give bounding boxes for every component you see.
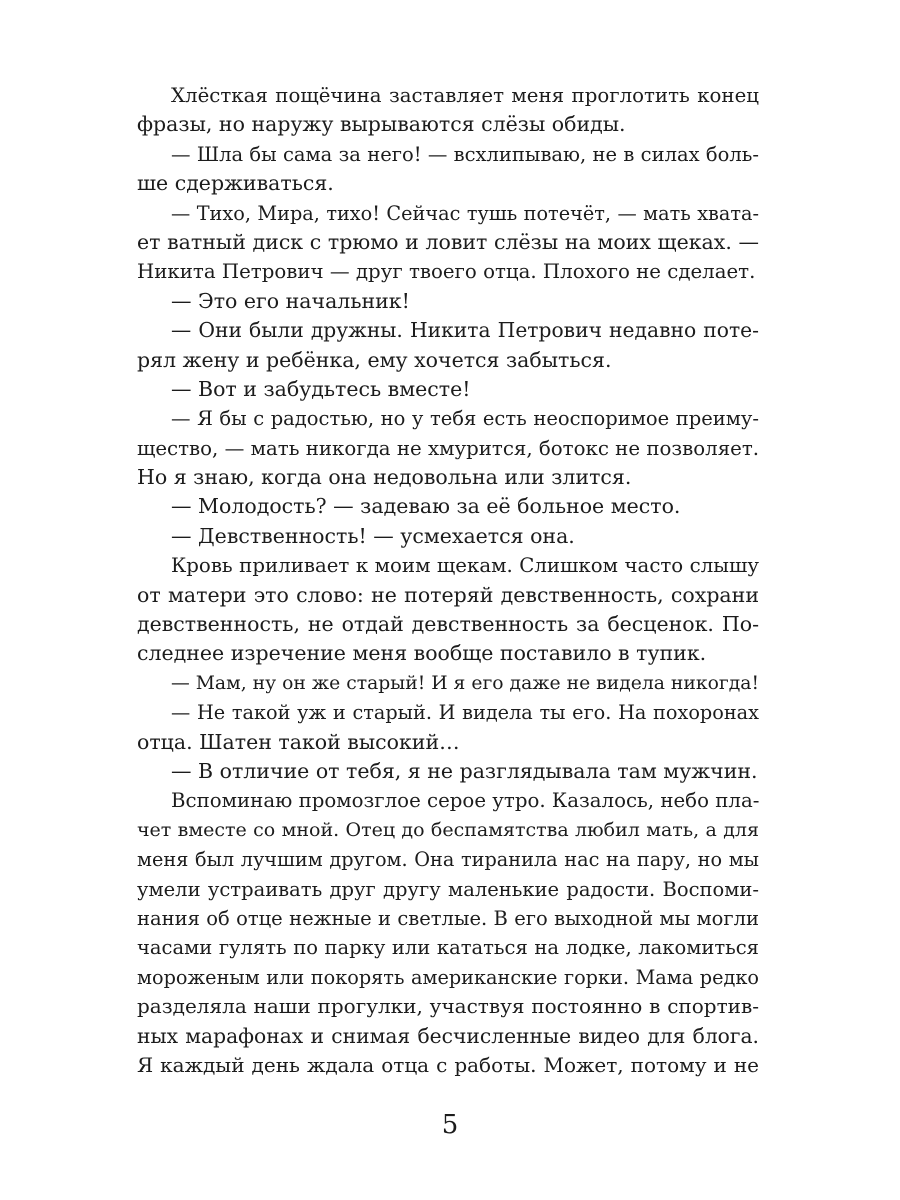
text-line: ше сдерживаться.: [137, 171, 334, 196]
text-line: — Девственность! — усмехается она.: [171, 523, 575, 548]
text-line: рял жену и ребёнка, ему хочется забыться.: [137, 347, 612, 372]
text-line: — Я бы с радостью, но у тебя есть неоспоримое преиму-: [171, 407, 759, 431]
page-number: 5: [441, 1110, 459, 1140]
text-line: Но я знаю, когда она недовольна или злится.: [137, 465, 632, 490]
text-line: девственность, не отдай девственность за бесценок. По-: [137, 612, 759, 637]
text-line: Вспоминаю промозглое серое утро. Казалось, небо пла-: [171, 789, 760, 813]
body-text: [137, 81, 759, 1080]
text-line: от матери это слово: не потеряй девственность, сохрани: [137, 582, 759, 607]
text-line: — Мам, ну он же старый! И я его даже не видела никогда!: [171, 672, 759, 694]
text-line: ет ватный диск с трюмо и ловит слёзы на моих щеках. —: [137, 229, 759, 254]
text-line: фразы, но наружу вырываются слёзы обиды.: [137, 112, 626, 137]
text-line: — Молодость? — задеваю за её больное место.: [171, 494, 681, 519]
text-line: ных марафонах и снимая бесчисленные видео для блога.: [137, 1023, 759, 1048]
text-line: мороженым или покорять американские горки. Мама редко: [137, 965, 759, 989]
text-line: — Это его начальник!: [171, 288, 410, 313]
text-line: — В отличие от тебя, я не разглядывала там мужчин.: [171, 758, 758, 783]
text-line: — Не такой уж и старый. И видела ты его. На похоронах: [171, 701, 759, 725]
text-line: меня был лучшим другом. Она тиранила нас на пару, но мы: [137, 848, 759, 872]
text-line: умели устраивать друг другу маленькие радости. Воспоми-: [137, 877, 759, 901]
text-line: чет вместе со мной. Отец до беспамятства любил мать, а для: [137, 818, 759, 841]
text-line: нания об отце нежные и светлые. В его выходной мы могли: [137, 906, 759, 930]
text-line: часами гулять по парку или кататься на лодке, лакомиться: [137, 936, 759, 960]
text-line: — Тихо, Мира, тихо! Сейчас тушь потечёт, — мать хвата-: [171, 201, 759, 225]
text-line: Никита Петрович — друг твоего отца. Плохого не сделает.: [137, 260, 756, 284]
text-line: — Они были дружны. Никита Петрович недавно поте-: [171, 318, 759, 343]
text-line: — Вот и забудьтесь вместе!: [171, 376, 471, 401]
text-line: щество, — мать никогда не хмурится, ботокс не позволяет.: [137, 436, 760, 460]
text-line: Я каждый день ждала отца с работы. Может, потому и не: [137, 1052, 759, 1077]
text-line: отца. Шатен такой высокий…: [137, 729, 460, 754]
text-line: разделяла наши прогулки, участвуя постоянно в спортив-: [137, 994, 759, 1019]
text-line: Кровь приливает к моим щекам. Слишком часто слышу: [171, 554, 759, 578]
text-line: — Шла бы сама за него! — всхлипываю, не в силах боль-: [171, 142, 759, 166]
text-line: Хлёсткая пощёчина заставляет меня проглотить конец: [171, 84, 759, 107]
text-line: следнее изречение меня вообще поставило в тупик.: [137, 641, 707, 666]
